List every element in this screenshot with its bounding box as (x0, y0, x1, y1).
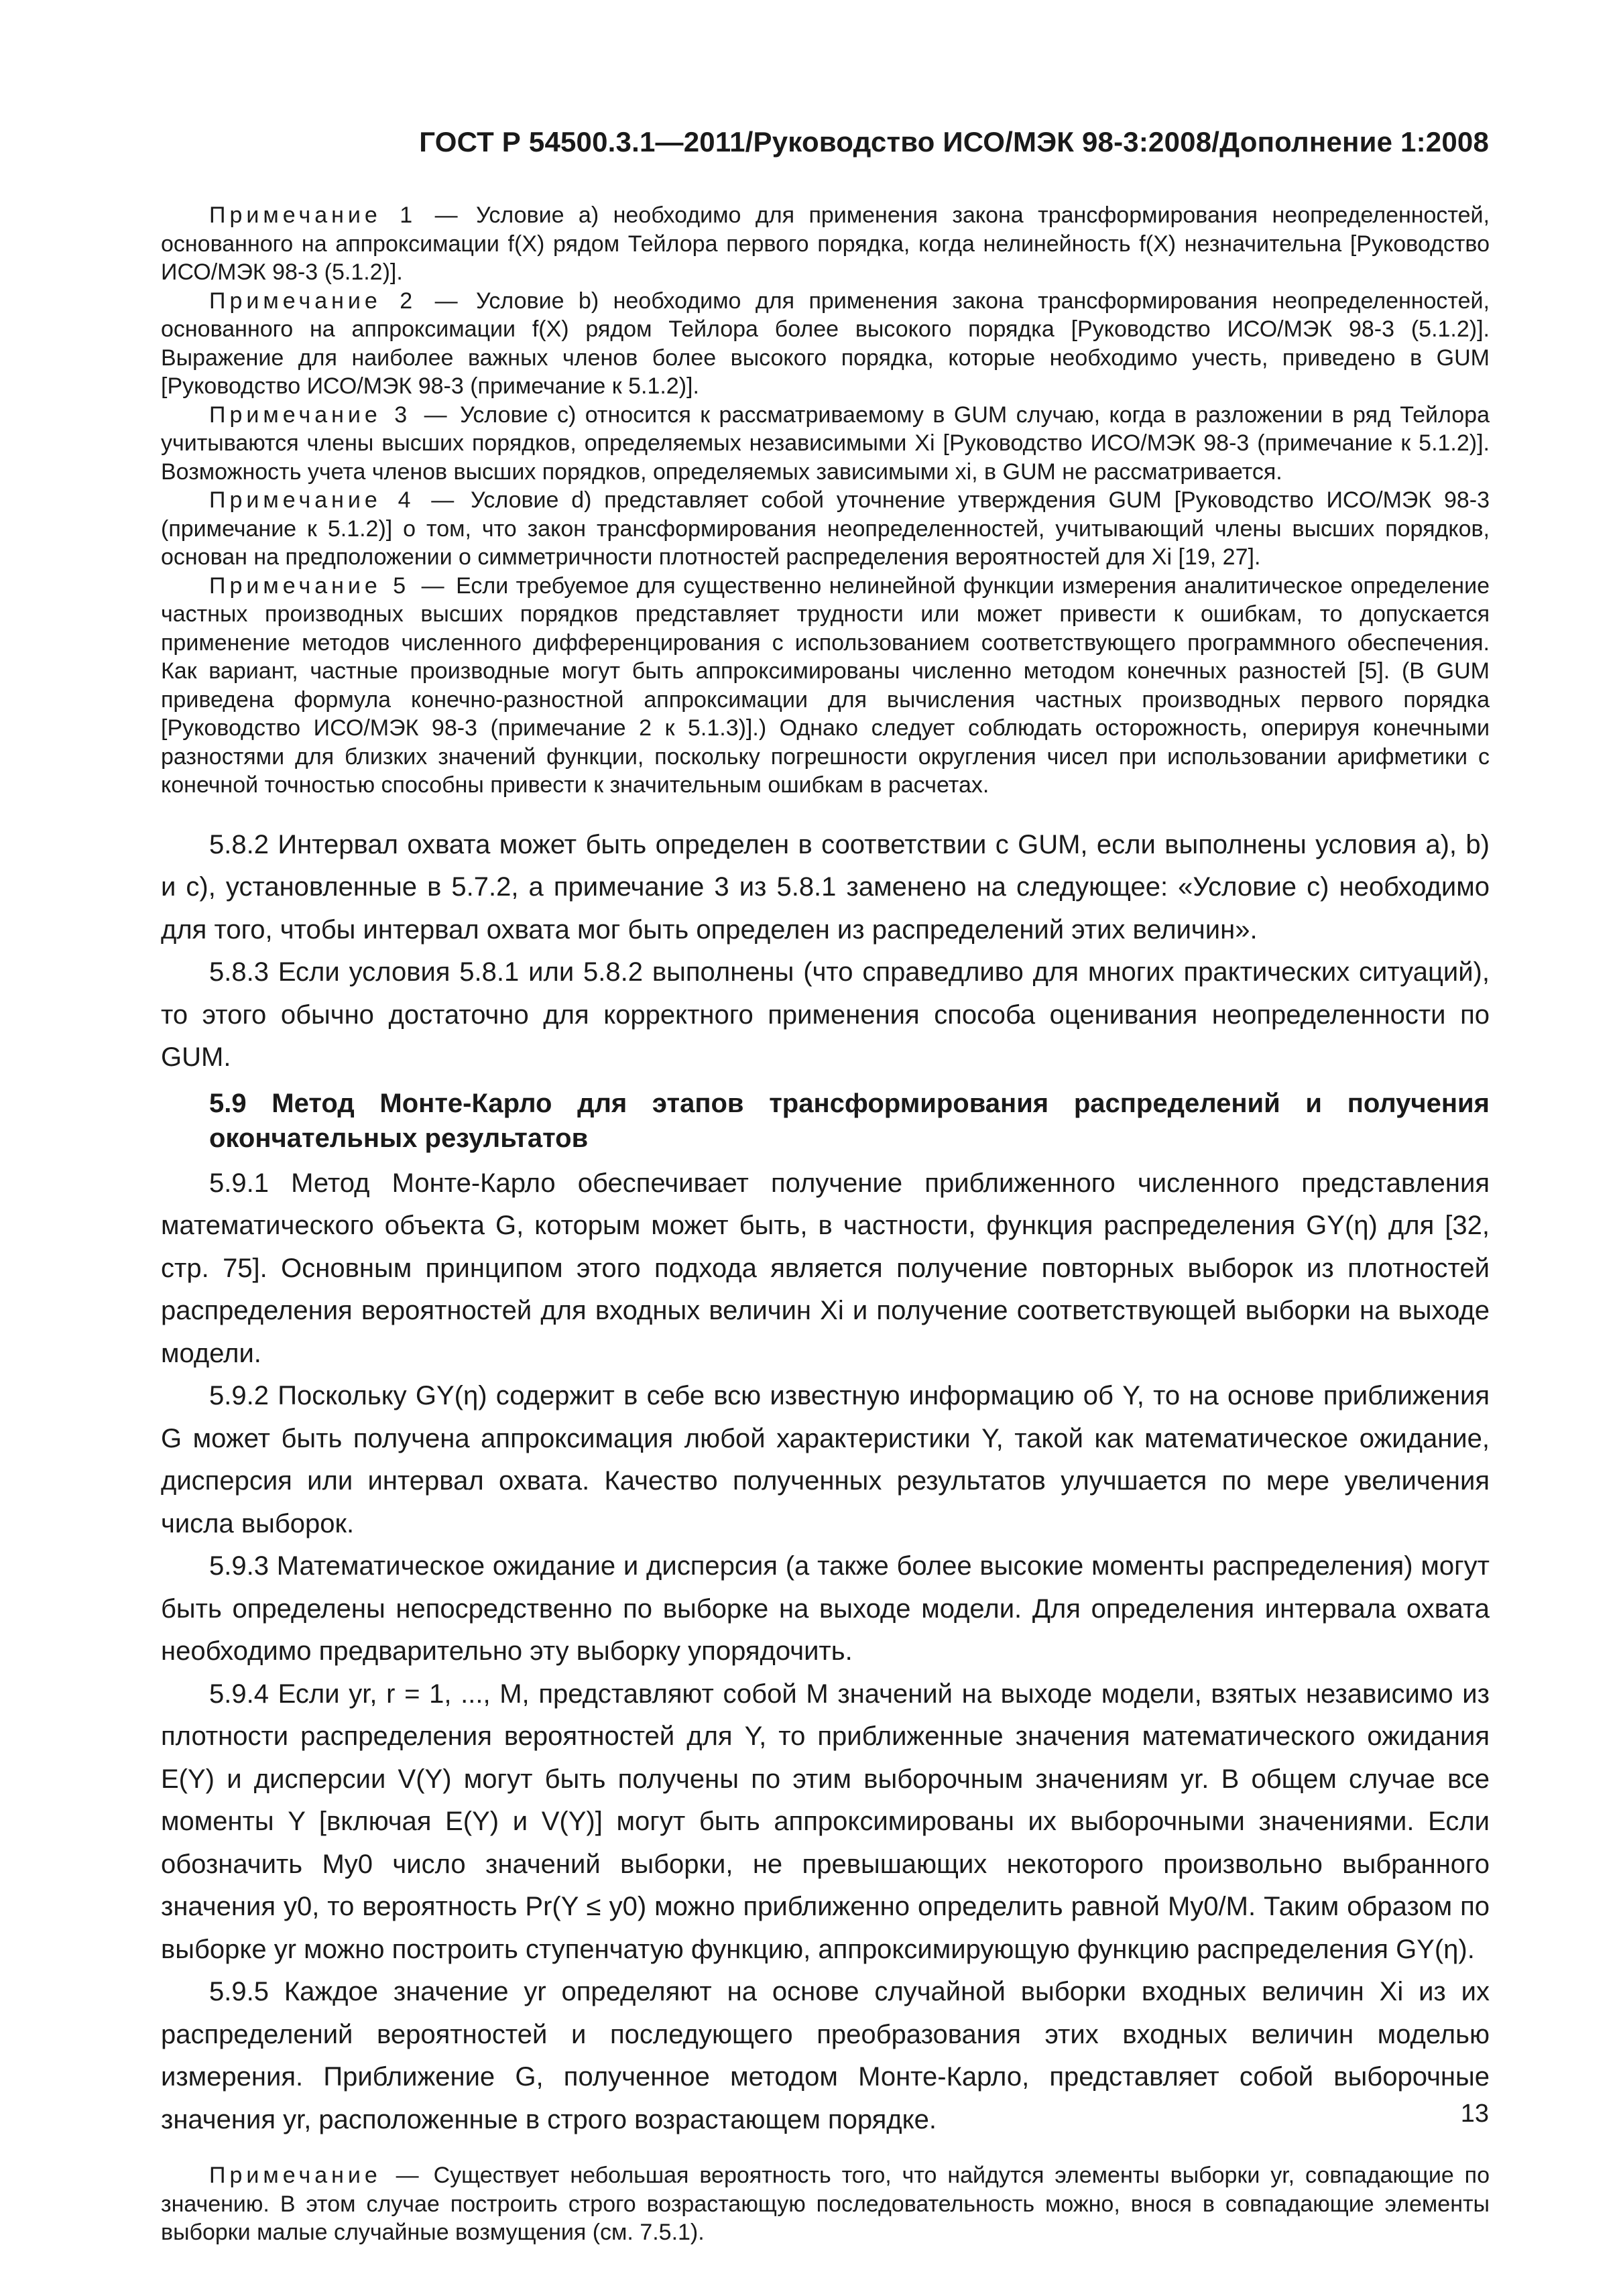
paragraph-5-8-2: 5.8.2 Интервал охвата может быть определен в соответствии с GUM, если выполнены условия а), b) и с), установленные в 5.7.2, а примечание 3 из 5.8.1 заменено на следующее: «Условие с) необходимо для того, чтобы интервал охвата мог быть определен из распределений этих величин». (161, 829, 1490, 945)
note-label: Примечание 2 — (209, 288, 462, 314)
page-content (161, 201, 1490, 2247)
page-number: 13 (1460, 2100, 1489, 2128)
final-note (161, 2161, 1490, 2247)
note-4 (161, 486, 1490, 572)
note-label: Примечание 4 — (209, 487, 459, 513)
note-2 (161, 287, 1490, 401)
note-3 (161, 401, 1490, 487)
paragraph-5-8-3: 5.8.3 Если условия 5.8.1 или 5.8.2 выполнены (что справедливо для многих практических ситуаций), то этого обычно достаточно для корректного применения способа оценивания неопределенности по GUM. (161, 957, 1490, 1072)
document-header: ГОСТ Р 54500.3.1—2011/Руководство ИСО/МЭК 98-3:2008/Дополнение 1:2008 (419, 126, 1489, 158)
paragraph-5-9-3: 5.9.3 Математическое ожидание и дисперсия (а также более высокие моменты распределения) могут быть определены непосредственно по выборке на выходе модели. Для определения интервала охвата необходимо предварительно эту выборку упорядочить. (161, 1551, 1490, 1666)
note-text: Условие с) относится к рассматриваемому в GUM случаю, когда в разложении в ряд Тейлора учитываются члены высших порядков, определяемых независимыми Xi [Руководство ИСО/МЭК 98-3 (примечание к 5.1.2)]. Возможность учета членов высших порядков, определяемых зависимыми xi, в GUM не рассматривается. (161, 402, 1490, 485)
notes-block (161, 201, 1490, 800)
paragraph-5-9-4: 5.9.4 Если yr, r = 1, ..., M, представляют собой M значений на выходе модели, взятых независимо из плотности распределения вероятностей для Y, то приближенные значения математического ожидания E(Y) и дисперсии V(Y) могут быть получены по этим выборочным значениям yr. В общем случае все моменты Y [включая E(Y) и V(Y)] могут быть аппроксимированы их выборочными значениями. Если обозначить My0 число значений выборки, не превышающих некоторого произвольно выбранного значения y0, то вероятность Pr(Y ≤ y0) можно приближенно определить равной My0/M. Таким образом по выборке yr можно построить ступенчатую функцию, аппроксимирующую функцию распределения GY(η). (161, 1679, 1490, 1964)
note-text: Условие d) представляет собой уточнение утверждения GUM [Руководство ИСО/МЭК 98-3 (примечание к 5.1.2)] о том, что закон трансформирования неопределенностей, учитывающий члены высших порядков, основан на предположении о симметричности плотностей распределения вероятностей для Xi [19, 27]. (161, 487, 1490, 570)
note-label: Примечание 1 — (209, 202, 462, 228)
note-label: Примечание 3 — (209, 402, 451, 428)
note-label: Примечание — (209, 2163, 423, 2188)
note-5 (161, 572, 1490, 800)
note-label: Примечание 5 — (209, 572, 448, 599)
section-title-5-9: 5.9 Метод Монте-Карло для этапов трансформирования распределений и получения окончательных результатов (209, 1088, 1490, 1153)
note-1 (161, 201, 1490, 287)
note-text: Если требуемое для существенно нелинейной функции измерения аналитическое определение частных производных высших порядков представляет трудности или может привести к ошибкам, то допускается применение методов численного дифференцирования с использованием соответствующего программного обеспечения. Как вариант, частные производные могут быть аппроксимированы численно методом конечных разностей [5]. (В GUM приведена формула конечно-разностной аппроксимации для вычисления частных производных первого порядка [Руководство ИСО/МЭК 98-3 (примечание 2 к 5.1.3)].) Однако следует соблюдать осторожность, оперируя конечными разностями для близких значений функции, поскольку погрешности округления чисел при использовании арифметики с конечной точностью способны привести к значительным ошибкам в расчетах. (161, 572, 1490, 798)
paragraph-5-9-2: 5.9.2 Поскольку GY(η) содержит в себе всю известную информацию об Y, то на основе приближения G может быть получена аппроксимация любой характеристики Y, такой как математическое ожидание, дисперсия или интервал охвата. Качество полученных результатов улучшается по мере увеличения числа выборок. (161, 1381, 1490, 1538)
paragraph-5-9-5: 5.9.5 Каждое значение yr определяют на основе случайной выборки входных величин Xi из их распределений вероятностей и последующего преобразования этих входных величин моделью измерения. Приближение G, полученное методом Монте-Карло, представляет собой выборочные значения yr, расположенные в строго возрастающем порядке. (161, 1977, 1490, 2134)
note-text: Условие b) необходимо для применения закона трансформирования неопределенностей, основанного на аппроксимации f(X) рядом Тейлора более высокого порядка [Руководство ИСО/МЭК 98-3 (5.1.2)]. Выражение для наиболее важных членов более высокого порядка, которые необходимо учесть, приведено в GUM [Руководство ИСО/МЭК 98-3 (примечание к 5.1.2)]. (161, 288, 1490, 399)
paragraph-5-9-1: 5.9.1 Метод Монте-Карло обеспечивает получение приближенного численного представления математического объекта G, которым может быть, в частности, функция распределения GY(η) для [32, стр. 75]. Основным принципом этого подхода является получение повторных выборок из плотностей распределения вероятностей для входных величин Xi и получение соответствующей выборки на выходе модели. (161, 1168, 1490, 1368)
note-text: Существует небольшая вероятность того, что найдутся элементы выборки yr, совпадающие по значению. В этом случае построить строго возрастающую последовательность можно, внося в совпадающие элементы выборки малые случайные возмущения (см. 7.5.1). (161, 2163, 1490, 2245)
note-text: Условие а) необходимо для применения закона трансформирования неопределенностей, основанного на аппроксимации f(X) рядом Тейлора первого порядка, когда нелинейность f(X) незначительна [Руководство ИСО/МЭК 98-3 (5.1.2)]. (161, 202, 1490, 285)
